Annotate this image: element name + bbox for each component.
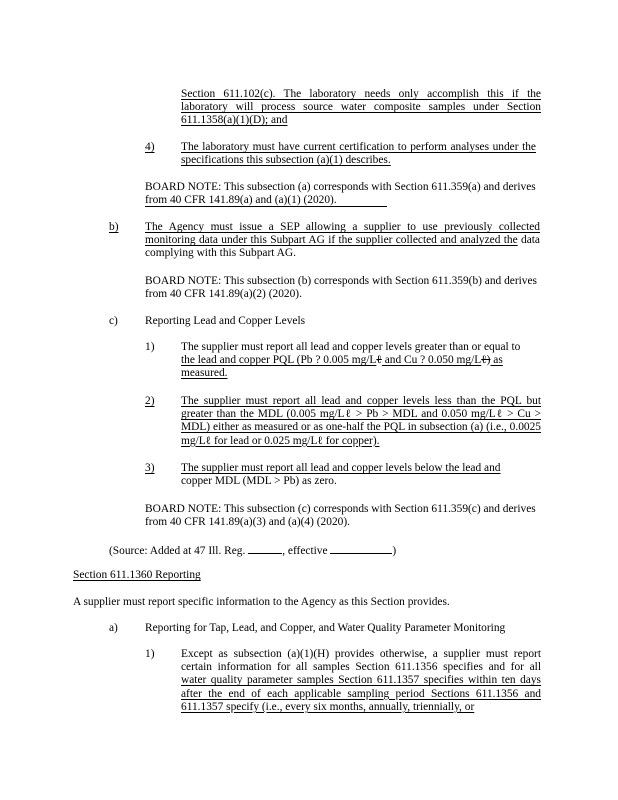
c3-label: 3)	[145, 462, 155, 474]
section-heading: Section 611.1360 Reporting	[73, 569, 201, 581]
continued-paragraph: Section 611.102(c). The laboratory needs only accomplish this if the laboratory will process source water composite samples under Section 611.1358(a)(1)(D); and	[181, 88, 541, 127]
board-note-a-underline	[145, 206, 387, 207]
a1-text	[181, 648, 541, 714]
source-note	[109, 543, 509, 558]
c3-text	[181, 462, 526, 488]
a1-text-plain: Except as subsection (a)(1)(H) provides otherwise, a supplier must report certain information for all samples Section 611.1356 specifies and for all	[181, 648, 541, 674]
c1-struck-1: ℓ	[376, 354, 382, 367]
item-4-label: 4)	[145, 141, 155, 153]
c3-text-underlined: The supplier must report all lead and copper levels below the lead and	[181, 462, 501, 474]
c1-struck-2: ℓ)	[481, 354, 491, 367]
c2-label: 2)	[145, 395, 155, 407]
item-4-text: The laboratory must have current certification to perform analyses under the specifications this subsection (a)(1) describes.	[181, 141, 536, 167]
sub-a-label: a)	[109, 622, 118, 634]
a1-label: 1)	[145, 648, 155, 660]
board-note-a-text: BOARD NOTE: This subsection (a) corresponds with Section 611.359(a) and derives from 40 CFR 141.89(a) and (a)(1) (2020).	[145, 181, 536, 207]
c1-text-plain: The supplier must report all lead and copper levels greater than or equal to	[181, 341, 521, 353]
c1-text-u3: as measured.	[181, 354, 503, 380]
source-blank-1	[248, 543, 282, 554]
sub-c-label: c)	[109, 315, 118, 327]
c1-label: 1)	[145, 341, 155, 353]
section-intro: A supplier must report specific information to the Agency as this Section provides.	[73, 596, 450, 608]
source-middle: , effective	[282, 545, 331, 557]
sub-b-label: b)	[109, 221, 119, 233]
c1-text-u2: and Cu ? 0.050 mg/L	[381, 354, 482, 367]
source-blank-2	[330, 543, 392, 554]
source-prefix: (Source: Added at 47 Ill. Reg.	[109, 545, 249, 557]
board-note-a	[145, 181, 540, 207]
c1-text	[181, 341, 541, 381]
c3-text-plain: copper MDL (MDL > Pb) as zero.	[181, 475, 337, 488]
board-note-b: BOARD NOTE: This subsection (b) corresponds with Section 611.359(b) and derives from 40 CFR 141.89(a)(2) (2020).	[145, 275, 537, 301]
sub-b-text-underlined: The Agency must issue a SEP allowing a supplier to use previously collected monitoring data under this Subpart AG if the supplier collected and analyzed the	[145, 221, 540, 247]
sub-b-text-plain: data complying with this Subpart AG.	[145, 234, 540, 260]
source-suffix: )	[392, 545, 397, 557]
board-note-c: BOARD NOTE: This subsection (c) corresponds with Section 611.359(c) and derives from 40 CFR 141.89(a)(3) and (a)(4) (2020).	[145, 503, 536, 529]
a1-text-underlined: water quality parameter samples Section 611.1357 specifies within ten days after the end of each applicable sampling period Sections 611.1356 and 611.1357 specify (i.e., every six months, annually, triennially, or	[181, 674, 541, 713]
c2-text: The supplier must report all lead and copper levels less than the PQL but greater than the MDL (0.005 mg/Lℓ > Pb > MDL and 0.050 mg/Lℓ > Cu > MDL) either as measured or as one-half the PQL in subsection (a) (i.e., 0.0025 mg/Lℓ for lead or 0.025 mg/Lℓ for copper).	[181, 395, 541, 447]
sub-a-heading: Reporting for Tap, Lead, and Copper, and Water Quality Parameter Monitoring	[145, 622, 506, 634]
sub-b-text	[145, 221, 540, 261]
c1-text-u1: the lead and copper PQL (Pb ? 0.005 mg/L	[181, 354, 377, 367]
sub-c-heading: Reporting Lead and Copper Levels	[145, 315, 306, 327]
